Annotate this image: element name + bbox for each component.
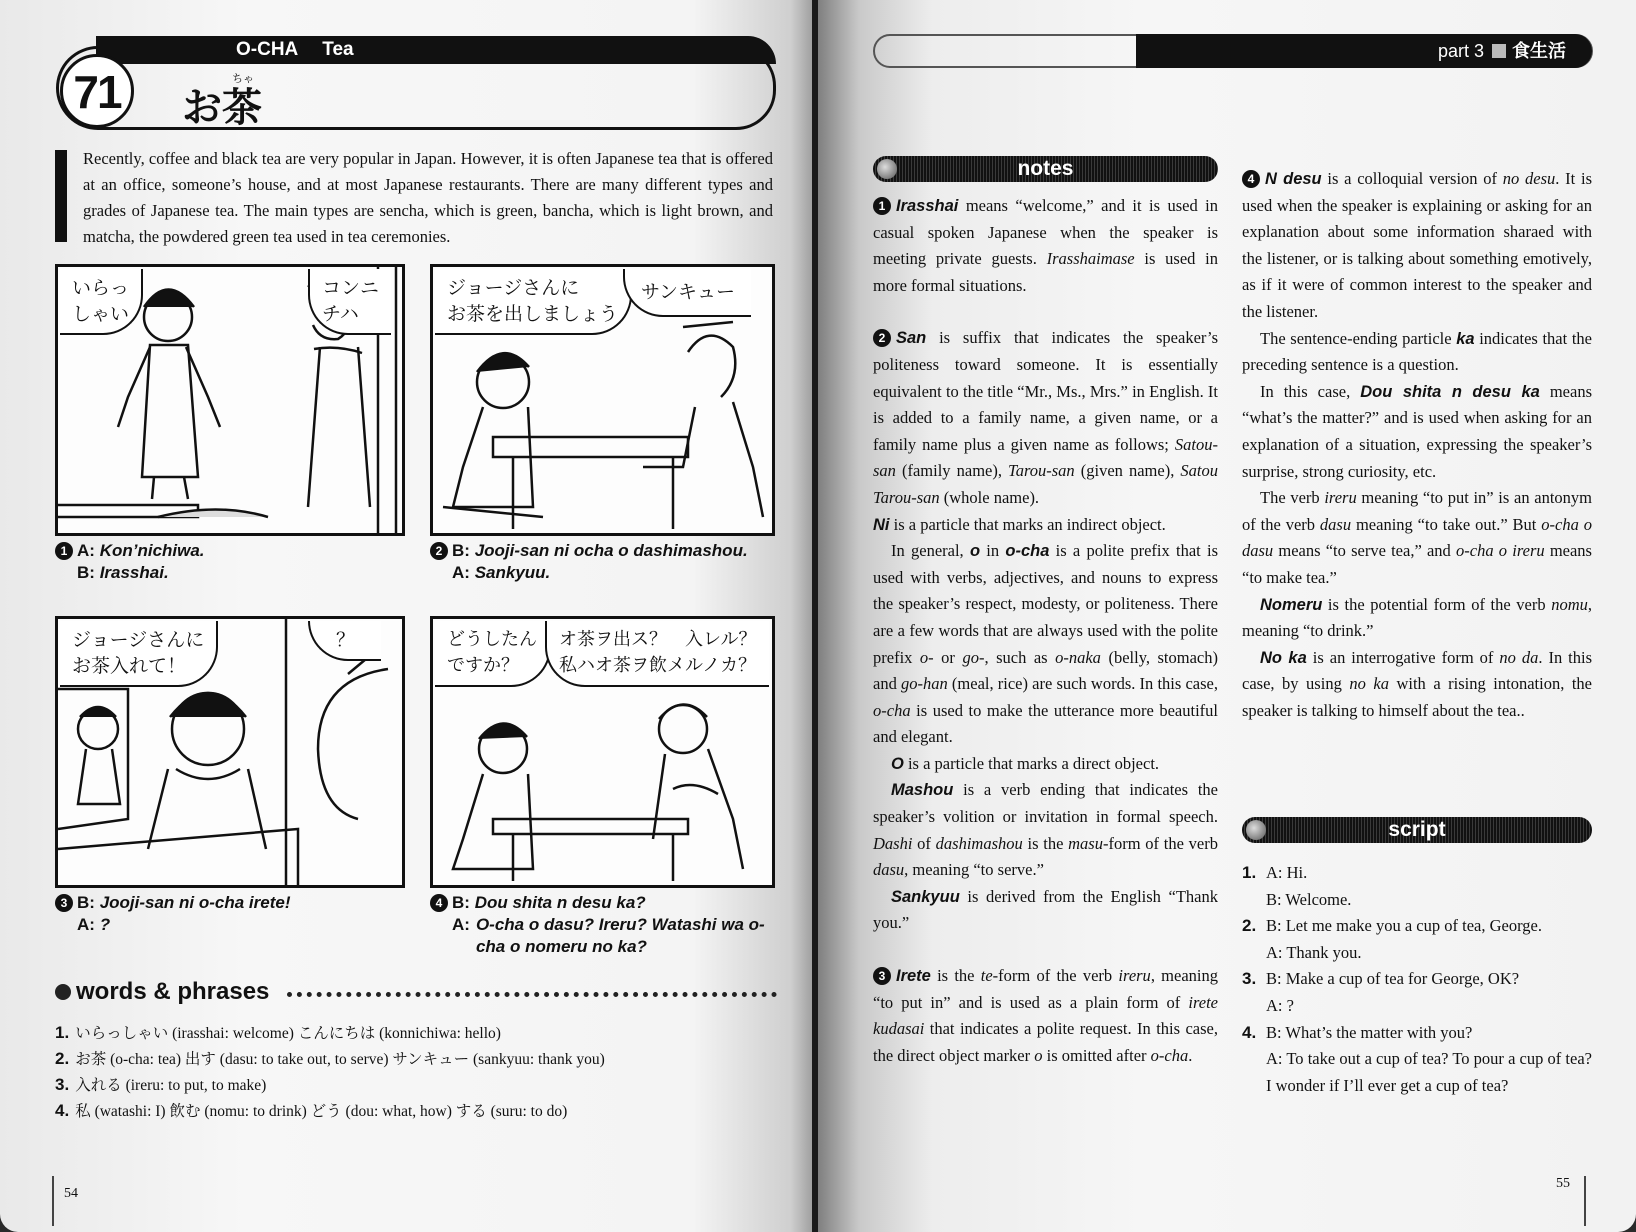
speech-bubble-2b: サンキュー [623, 269, 751, 317]
notes-column-1: 1 Irasshai means “welcome,” and it is used in casual spoken Japanese when the speaker is meeting private guests. Irasshaimase is used in more formal situations. 2 San is suffix that indicates the speaker’s politeness toward someone. It is essentially equivalent to the title “Mr., Ms., Mrs.” in English. It is added to a family name, a given name, or a family name plus a given name as follows; Satou-san (family name), Tarou-san (given name), Satou Tarou-san (whole name). Ni is a particle that marks an indirect object. In general, o in o-cha is a polite prefix that is used with verbs, adjectives, and nouns to express the speaker’s respect, modesty, or politeness. There are a few words that are always used with the polite prefix o- or go-, such as o-naka (belly, stomach) and go-han (meal, rice) are such words. In this case, o-cha is used to make the utterance more beautiful and elegant. O is a particle that marks a direct object. Mashou is a verb ending that indicates the speaker’s volition or invitation in formal speech. Dashi of dashimashou is the masu-form of the verb dasu, meaning “to serve.” Sankyuu is derived from the English “Thank you.” 3 Irete is the te-form of the verb ireru, meaning “to put in” and is used as a plain form of irete kudasai that indicates a polite request. In this case, the direct object marker o is omitted after o-cha. [873, 196, 1218, 1065]
section-bullet-icon [55, 984, 71, 1000]
bullet-knob-icon [1246, 820, 1266, 840]
words-phrases-title: words & phrases [55, 978, 775, 1006]
script-item-1: 1. A: Hi. B: Welcome. [1242, 863, 1352, 909]
notes-column-2: 4 N desu is a colloquial version of no desu. It is used when the speaker is explaining or asking for an explanation about some information sharaed with the listener, or is talking about something emotively, as if it were of common interest to the speaker and the listener. The sentence-ending particle ka indicates that the preceding sentence is a question. In this case, Dou shita n desu ka means “what’s the matter?” and is used when asking for an explanation of a situation, expressing the speaker’s surprise, strong curiosity, etc. The verb ireru meaning “to put in” is an antonym of the verb dasu meaning “to take out.” But o-cha o dasu means “to serve tea,” and o-cha o ireru means “to make tea.” Nomeru is the potential form of the verb nomu, meaning “to drink.” No ka is an interrogative form of no da. In this case, by using no ka with a rising intonation, the speaker is talking to himself about the tea.. [1242, 169, 1593, 720]
comic-panel-3 [55, 616, 405, 888]
caption-number-3: 3 [55, 894, 73, 912]
note-number-2: 2 [873, 329, 891, 347]
speech-bubble-2a: ジョージさんに お茶を出しましょう [435, 269, 632, 335]
lesson-japanese-title: お茶 [182, 85, 262, 131]
caption-number-4: 4 [430, 894, 448, 912]
list-item: 4. 私 (watashi: I) 飲む (nomu: to drink) どう (dou: what, how) する (suru: to do) [55, 1101, 568, 1120]
bullet-knob-icon [877, 159, 897, 179]
note-number-4: 4 [1242, 170, 1260, 188]
intro-text: Recently, coffee and black tea are very popular in Japan. However, it is often Japanese tea that is offered at an office, someone’s house, and at most Japanese restaurants. There are many different types and grades of Japanese tea. The main types are sencha, which is green, bancha, which is light brown, and matcha, the powdered green tea used in tea ceremonies. [83, 149, 773, 246]
list-item: 2. お茶 (o-cha: tea) 出す (dasu: to take out, to serve) サンキュー (sankyuu: thank you) [55, 1049, 605, 1068]
script-item-4: 4. B: What’s the matter with you? A: To take out a cup of tea? To pour a cup of tea? I wonder if I’ll ever get a cup of tea? [1242, 1022, 1592, 1095]
script-item-3: 3. B: Make a cup of tea for George, OK? A: ? [1242, 969, 1520, 1015]
caption-number-2: 2 [430, 542, 448, 560]
square-icon [1492, 44, 1506, 58]
lesson-ruby: ちゃ [232, 72, 254, 85]
speech-bubble-3b: ？ [308, 621, 381, 661]
panel-caption-4: 4 B: Dou shita n desu ka? A: O-cha o dasu? Ireru? Watashi wa o-cha o nomeru no ka? [430, 892, 790, 958]
part-header [1136, 34, 1592, 68]
script-list [1242, 860, 1592, 1099]
speech-bubble-1a: いらっ しゃい [60, 269, 143, 335]
comic-panel-4 [430, 616, 775, 888]
speech-bubble-4a: どうしたん ですか？ [435, 621, 551, 687]
page-rule-right [1584, 1176, 1586, 1226]
page-number-right: 55 [1556, 1176, 1570, 1191]
dotted-divider [287, 992, 777, 997]
note-number-1: 1 [873, 197, 891, 215]
speech-bubble-4b: オ茶ヲ出ス？ 入レル？ 私ハオ茶ヲ飲メルノカ？ [545, 621, 769, 687]
note-number-3: 3 [873, 967, 891, 985]
words-list [55, 1020, 775, 1124]
comic-panel-2 [430, 264, 775, 536]
caption-number-1: 1 [55, 542, 73, 560]
part-section: 食生活 [1512, 41, 1566, 62]
speech-bubble-1b: コンニ チハ [308, 269, 391, 335]
lesson-header [56, 36, 776, 132]
panel-caption-3: 3 B: Jooji-san ni o-cha irete! A: ? [55, 892, 405, 936]
list-item: 1. いらっしゃい (irasshai: welcome) こんにちは (konnichiwa: hello) [55, 1023, 501, 1042]
intro-section [55, 146, 775, 246]
panel-caption-1: 1 A: Kon’nichiwa. B: Irasshai. [55, 540, 405, 584]
page-number-left: 54 [64, 1186, 78, 1201]
list-item: 3. 入れる (ireru: to put, to make) [55, 1075, 267, 1094]
lesson-romaji: O-CHA [236, 39, 299, 60]
lesson-title-bar [96, 36, 776, 64]
lesson-number: 71 [60, 54, 134, 128]
part-label: part 3 [1437, 41, 1484, 61]
panel-caption-2: 2 B: Jooji-san ni ocha o dashimashou. A: Sankyuu. [430, 540, 790, 584]
page-rule-left [52, 1176, 54, 1226]
script-item-2: 2. B: Let me make you a cup of tea, George. A: Thank you. [1242, 916, 1542, 962]
lesson-english: Tea [322, 39, 354, 60]
script-header: script [1242, 817, 1592, 843]
left-page [0, 0, 815, 1232]
notes-header: notes [873, 156, 1218, 182]
intro-marker [55, 150, 67, 242]
speech-bubble-3a: ジョージさんに お茶入れて！ [60, 621, 218, 687]
comic-panel-1 [55, 264, 405, 536]
